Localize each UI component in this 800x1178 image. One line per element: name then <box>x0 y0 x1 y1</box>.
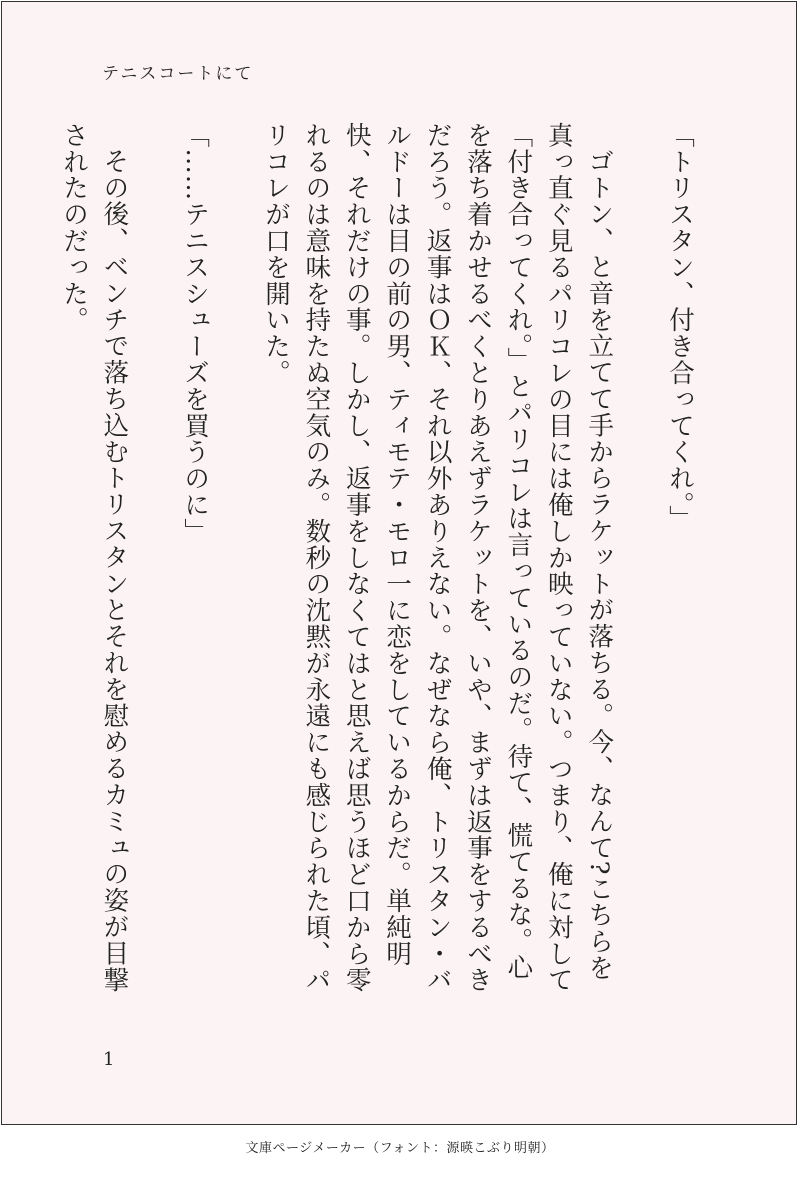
book-page <box>1 1 797 1125</box>
blank-line <box>215 122 255 1002</box>
paragraph: 「トリスタン、付き合ってくれ。」 <box>665 122 695 532</box>
vertical-body-text <box>58 122 700 1002</box>
paragraph: ゴトン、と音を立てて手からラケットが落ちる。今、なんて?こちらを真っ直ぐ見るパリコレの目には俺しか映っていない。つまり、俺に対して「付き合ってくれ。」とパリコレは言っているのだ。待て、慌てるな。心を落ち着かせるべくとりあえずラケットを、いや、まずは返事をするべきだろう。返事はＯＫ、それ以外ありえない。なぜなら俺、トリスタン・バルドーは目の前の男、ティモテ・モロ一に恋をしているからだ。単純明快、それだけの事。しかし、返事をしなくてはと思えば思うほど口から零れるのは意味を持たぬ空気のみ。数秒の沈黙が永遠にも感じられた頃、パリコレが口を開いた。 <box>260 122 615 994</box>
blank-line <box>134 122 174 1002</box>
footer-credit: 文庫ページメーカー（フォント：源暎こぶり明朝） <box>245 1141 555 1156</box>
page-number: 1 <box>103 1049 115 1070</box>
paragraph: その後、ベンチで落ち込むトリスタンとそれを慰めるカミュの姿が目撃されたのだった。 <box>58 122 130 993</box>
page-title: テニスコートにて <box>102 64 254 84</box>
paragraph: 「……テニスシューズを買うのに」 <box>180 122 211 545</box>
blank-line <box>619 122 659 1002</box>
